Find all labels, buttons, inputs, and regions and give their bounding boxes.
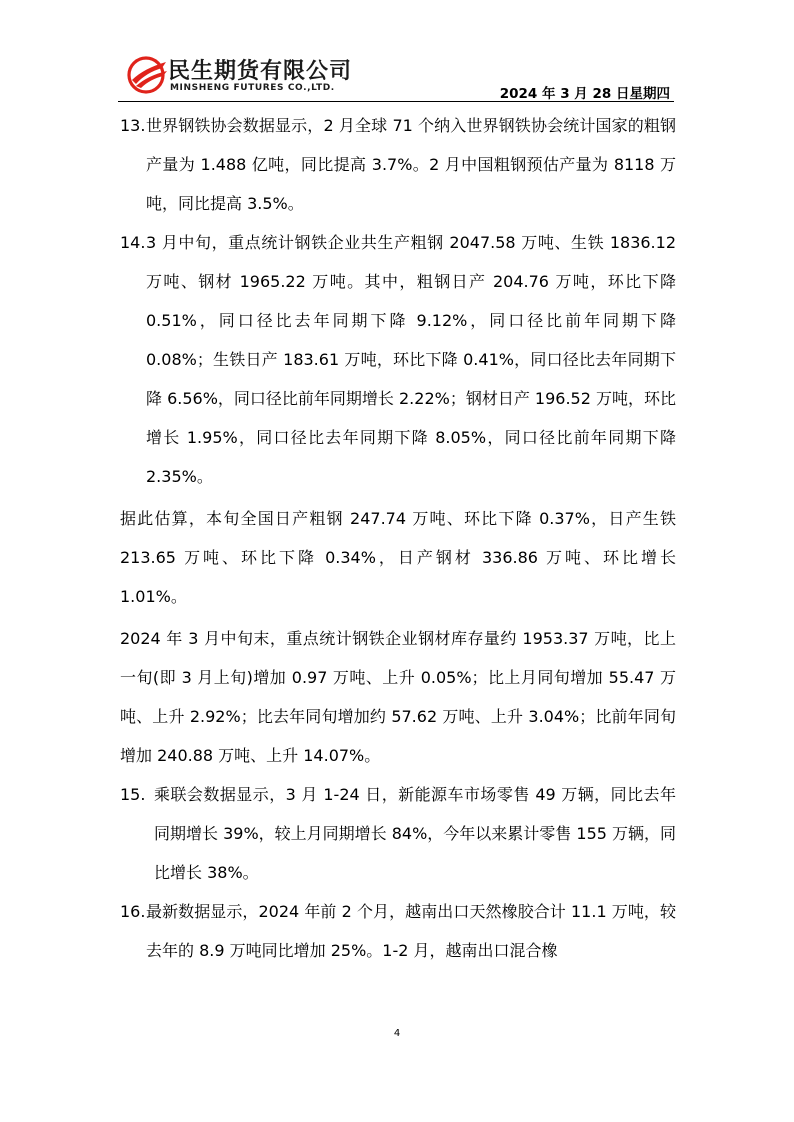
item-number: 16.	[120, 902, 146, 921]
paragraph-steel-inventory: 2024 年 3 月中旬末，重点统计钢铁企业钢材库存量约 1953.37 万吨，比上一旬(即 3 月上旬)增加 0.97 万吨、上升 0.05%；比上月同旬增加 55.47 万吨、上升 2.92%；比去年同旬增加约 57.62 万吨、上升 3.04%；比前年同旬增加 240.88 万吨、上升 14.07%。	[120, 629, 676, 765]
document-body	[120, 106, 676, 970]
company-name-en: MINSHENG FUTURES CO.,LTD.	[170, 83, 335, 93]
item-text: 最新数据显示，2024 年前 2 个月，越南出口天然橡胶合计 11.1 万吨，较去年的 8.9 万吨同比增加 25%。1-2 月，越南出口混合橡	[146, 902, 676, 960]
page-number: 4	[393, 1028, 401, 1039]
news-item-14	[120, 223, 676, 496]
item-text: 世界钢铁协会数据显示，2 月全球 71 个纳入世界钢铁协会统计国家的粗钢产量为 1.488 亿吨，同比提高 3.7%。2 月中国粗钢预估产量为 8118 万吨，同比提高 3.5%。	[146, 116, 676, 213]
news-item-13	[120, 106, 676, 223]
news-item-16	[120, 892, 676, 970]
minsheng-logo-icon	[126, 54, 168, 94]
item-text: 乘联会数据显示，3 月 1-24 日，新能源车市场零售 49 万辆，同比去年同期增长 39%，较上月同期增长 84%，今年以来累计零售 155 万辆，同比增长 38%。	[154, 785, 677, 882]
header-divider	[118, 101, 674, 102]
company-name-cn: 民生期货有限公司	[168, 59, 353, 84]
item-number: 15.	[120, 785, 146, 804]
page-header	[118, 52, 674, 102]
paragraph-daily-output-estimate: 据此估算，本旬全国日产粗钢 247.74 万吨、环比下降 0.37%，日产生铁 213.65 万吨、环比下降 0.34%，日产钢材 336.86 万吨、环比增长 1.01%。	[120, 509, 676, 606]
item-text: 3 月中旬，重点统计钢铁企业共生产粗钢 2047.58 万吨、生铁 1836.12 万吨、钢材 1965.22 万吨。其中，粗钢日产 204.76 万吨，环比下降 0.51%，同口径比去年同期下降 9.12%，同口径比前年同期下降 0.08%；生铁日产 183.61 万吨，环比下降 0.41%，同口径比去年同期下降 6.56%，同口径比前年同期增长 2.22%；钢材日产 196.52 万吨，环比增长 1.95%，同口径比去年同期下降 8.05%，同口径比前年同期下降 2.35%。	[146, 233, 676, 486]
item-number: 13.	[120, 116, 146, 135]
report-date: 2024 年 3 月 28 日星期四	[499, 86, 670, 102]
news-item-15	[120, 775, 676, 892]
item-number: 14.	[120, 233, 146, 252]
